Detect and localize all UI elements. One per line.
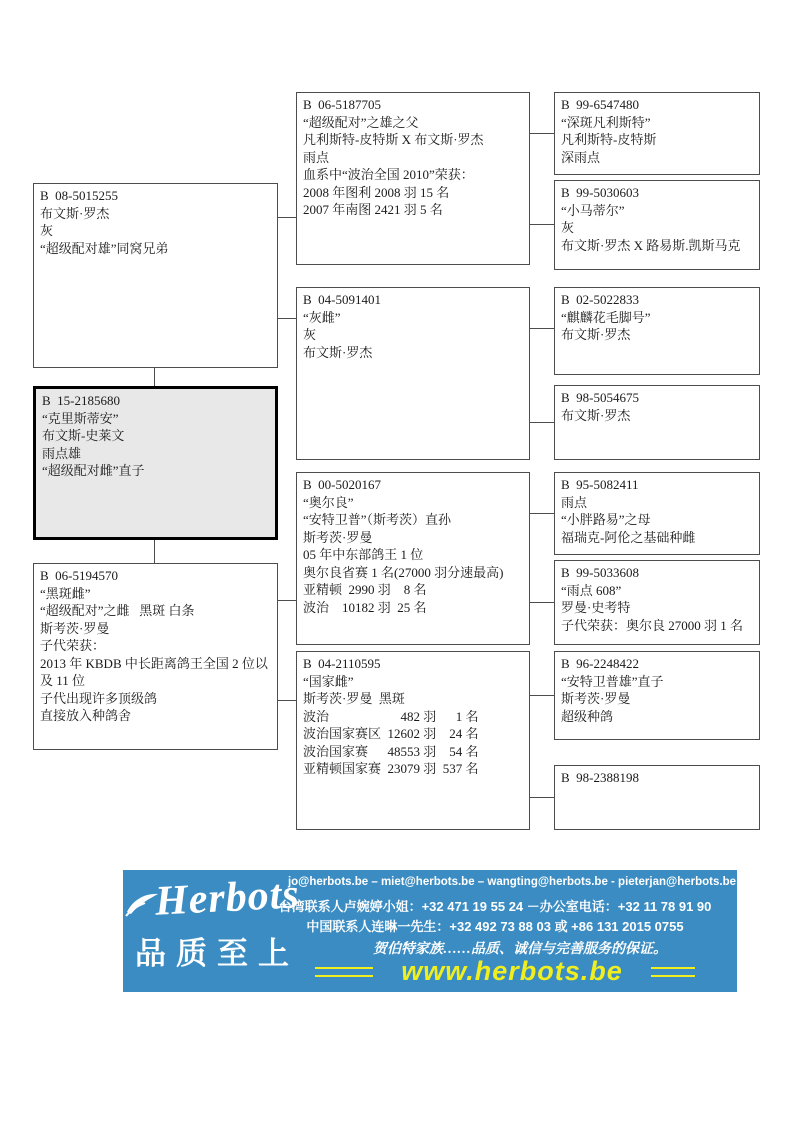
connector-line (530, 422, 554, 423)
connector-line (278, 318, 296, 319)
logo-wordmark: Herbots (153, 871, 301, 925)
text-line: 布文斯·罗杰 (303, 344, 373, 360)
box-lines (40, 585, 271, 725)
text-line: “小胖路易”之母 (561, 512, 651, 527)
box-lines (561, 494, 753, 547)
text-line: 斯考茨·罗曼 (561, 691, 631, 706)
text-line: 奥尔良省赛 1 名(27000 羽分速最高) (303, 564, 504, 580)
text-line: 直接放入种鸽舍 (40, 708, 132, 723)
ring-number: B 08-5015255 (40, 188, 118, 203)
text-line: 凡利斯特-皮特斯 X 布文斯·罗杰 (303, 132, 484, 147)
pedigree-box-fmm (554, 385, 760, 460)
text-line: 超级种鸽 (561, 708, 614, 724)
ring-number: B 99-6547480 (561, 97, 639, 112)
box-lines (303, 114, 523, 219)
ring-number: B 96-2248422 (561, 656, 639, 671)
text-line: 波治 482 羽 1 名 (303, 708, 479, 724)
text-line: 布文斯·罗杰 (561, 407, 631, 423)
pedigree-box-subject (33, 386, 278, 540)
text-line: “安特卫普”（斯考茨）直孙 (303, 512, 452, 527)
connector-line (530, 797, 554, 798)
herbots-banner (123, 870, 737, 992)
connector-line (530, 224, 554, 225)
taiwan-contact-line: 台湾联系人卢婉婷小姐：+32 471 19 55 24 －办公室电话：+32 11 78 91 90 (278, 899, 712, 914)
pedigree-box-grandsire-mf (296, 472, 530, 645)
double-line-decoration (315, 967, 373, 977)
text-line: 波治国家赛区 12602 羽 24 名 (303, 726, 479, 741)
pedigree-box-granddam-fm (296, 287, 530, 460)
box-lines (42, 410, 269, 480)
ring-number: B 00-5020167 (303, 477, 381, 492)
box-lines (561, 309, 753, 344)
double-line-decoration (651, 967, 695, 977)
connector-line (530, 133, 554, 134)
ring-number: B 06-5187705 (303, 97, 381, 112)
text-line: 福瑞克-阿伦之基础种雌 (561, 529, 696, 545)
pedigree-box-mmf (554, 651, 760, 740)
text-line: “深斑凡利斯特” (561, 114, 651, 130)
text-line: 血系中“波治全国 2010”荣获： (303, 167, 474, 182)
text-line: 05 年中东部鸽王 1 位 (303, 547, 424, 562)
box-lines (40, 205, 271, 258)
text-line: 波治国家赛 48553 羽 54 名 (303, 743, 479, 759)
box-lines (561, 202, 753, 255)
text-line: 子代荣获： (40, 638, 106, 653)
box-lines (303, 673, 523, 778)
text-line: “安特卫普雄”直子 (561, 673, 664, 689)
text-line: “麒麟花毛脚号” (561, 309, 651, 325)
box-lines (561, 407, 753, 425)
text-line: 子代出现许多顶级鸽 (40, 690, 158, 706)
text-line: 布文斯·罗杰 (561, 327, 631, 342)
pedigree-box-mmm (554, 765, 760, 830)
text-line: 雨点 (561, 494, 588, 510)
connector-line (530, 328, 554, 329)
box-lines (561, 673, 753, 726)
text-line: 灰 (561, 220, 575, 235)
text-line: 深雨点 (561, 149, 601, 165)
pedigree-box-father (33, 183, 278, 368)
text-line: 斯考茨·罗曼 黑斑 (303, 691, 405, 706)
ring-number: B 98-5054675 (561, 390, 639, 405)
text-line: 灰 (40, 223, 54, 238)
text-line: “超级配对雌”直子 (42, 463, 145, 478)
connector-line (154, 540, 155, 563)
text-line: “超级配对雄”同窝兄弟 (40, 240, 169, 256)
pedigree-box-fff (554, 92, 760, 175)
text-line: “超级配对”之雄之父 (303, 114, 419, 130)
text-line: 2008 年图利 2008 羽 15 名 (303, 184, 450, 200)
box-lines (303, 309, 523, 362)
box-lines (561, 114, 753, 167)
website-row (273, 956, 737, 987)
connector-line (530, 602, 554, 603)
text-line: 雨点雄 (42, 445, 82, 461)
text-line: 2007 年南图 2421 羽 5 名 (303, 202, 443, 217)
china-contact-line: 中国联系人连晽一先生：+32 492 73 88 03 或 +86 131 2015 0755 (306, 919, 684, 934)
pedigree-box-fmf (554, 287, 760, 375)
text-line: “国家雌” (303, 673, 354, 689)
guarantee-slogan: 贺伯特家族……品质、诚信与完善服务的保证。 (373, 942, 667, 957)
text-line: 布文斯·罗杰 (40, 205, 110, 221)
text-line: 凡利斯特-皮特斯 (561, 132, 657, 147)
text-line: 布文斯-史莱文 (42, 428, 125, 443)
ring-number: B 02-5022833 (561, 292, 639, 307)
ring-number: B 99-5030603 (561, 185, 639, 200)
ring-number: B 15-2185680 (42, 393, 120, 408)
ring-number: B 04-5091401 (303, 292, 381, 307)
text-line: 子代荣获：奥尔良 27000 羽 1 名 (561, 617, 744, 633)
connector-line (530, 695, 554, 696)
contact-emails: jo@herbots.be – miet@herbots.be – wangting@herbots.be - pieterjan@herbots.be (287, 876, 736, 888)
ring-number: B 06-5194570 (40, 568, 118, 583)
text-line: 斯考茨·罗曼 (40, 620, 110, 636)
connector-line (154, 368, 155, 386)
text-line: “小马蒂尔” (561, 202, 625, 218)
pedigree-box-grandsire-ff (296, 92, 530, 265)
text-line: 亚精顿 2990 羽 8 名 (303, 582, 427, 597)
connector-line (278, 600, 296, 601)
website-url: www.herbots.be (401, 956, 623, 986)
text-line: 罗曼·史考特 (561, 600, 631, 615)
text-line: 雨点 (303, 149, 330, 165)
text-line: “奥尔良” (303, 494, 354, 510)
pedigree-box-mother (33, 563, 278, 750)
text-line: 波治 10182 羽 25 名 (303, 599, 427, 615)
text-line: 斯考茨·罗曼 (303, 529, 373, 545)
pedigree-box-mfm (554, 560, 760, 645)
pedigree-box-ffm (554, 180, 760, 270)
connector-line (278, 217, 296, 218)
text-line: 灰 (303, 327, 317, 342)
pedigree-box-granddam-mm (296, 651, 530, 830)
text-line: “克里斯蒂安” (42, 410, 119, 426)
text-line: 2013 年 KBDB 中长距离鸽王全国 2 位以及 11 位 (40, 655, 268, 688)
connector-line (278, 700, 296, 701)
box-lines (561, 582, 753, 635)
connector-line (530, 513, 554, 514)
text-line: “黑斑雌” (40, 585, 91, 601)
text-line: “雨点 608” (561, 582, 622, 598)
box-lines (303, 494, 523, 617)
ring-number: B 04-2110595 (303, 656, 381, 671)
text-line: 布文斯·罗杰 X 路易斯.凯斯马克 (561, 237, 741, 253)
ring-number: B 98-2388198 (561, 770, 639, 785)
quality-slogan: 品质至上 (135, 936, 299, 971)
ring-number: B 99-5033608 (561, 565, 639, 580)
text-line: “超级配对”之雌 黑斑 白条 (40, 603, 195, 618)
text-line: “灰雌” (303, 309, 341, 325)
pedigree-box-mff (554, 472, 760, 555)
text-line: 亚精顿国家赛 23079 羽 537 名 (303, 761, 479, 776)
ring-number: B 95-5082411 (561, 477, 639, 492)
